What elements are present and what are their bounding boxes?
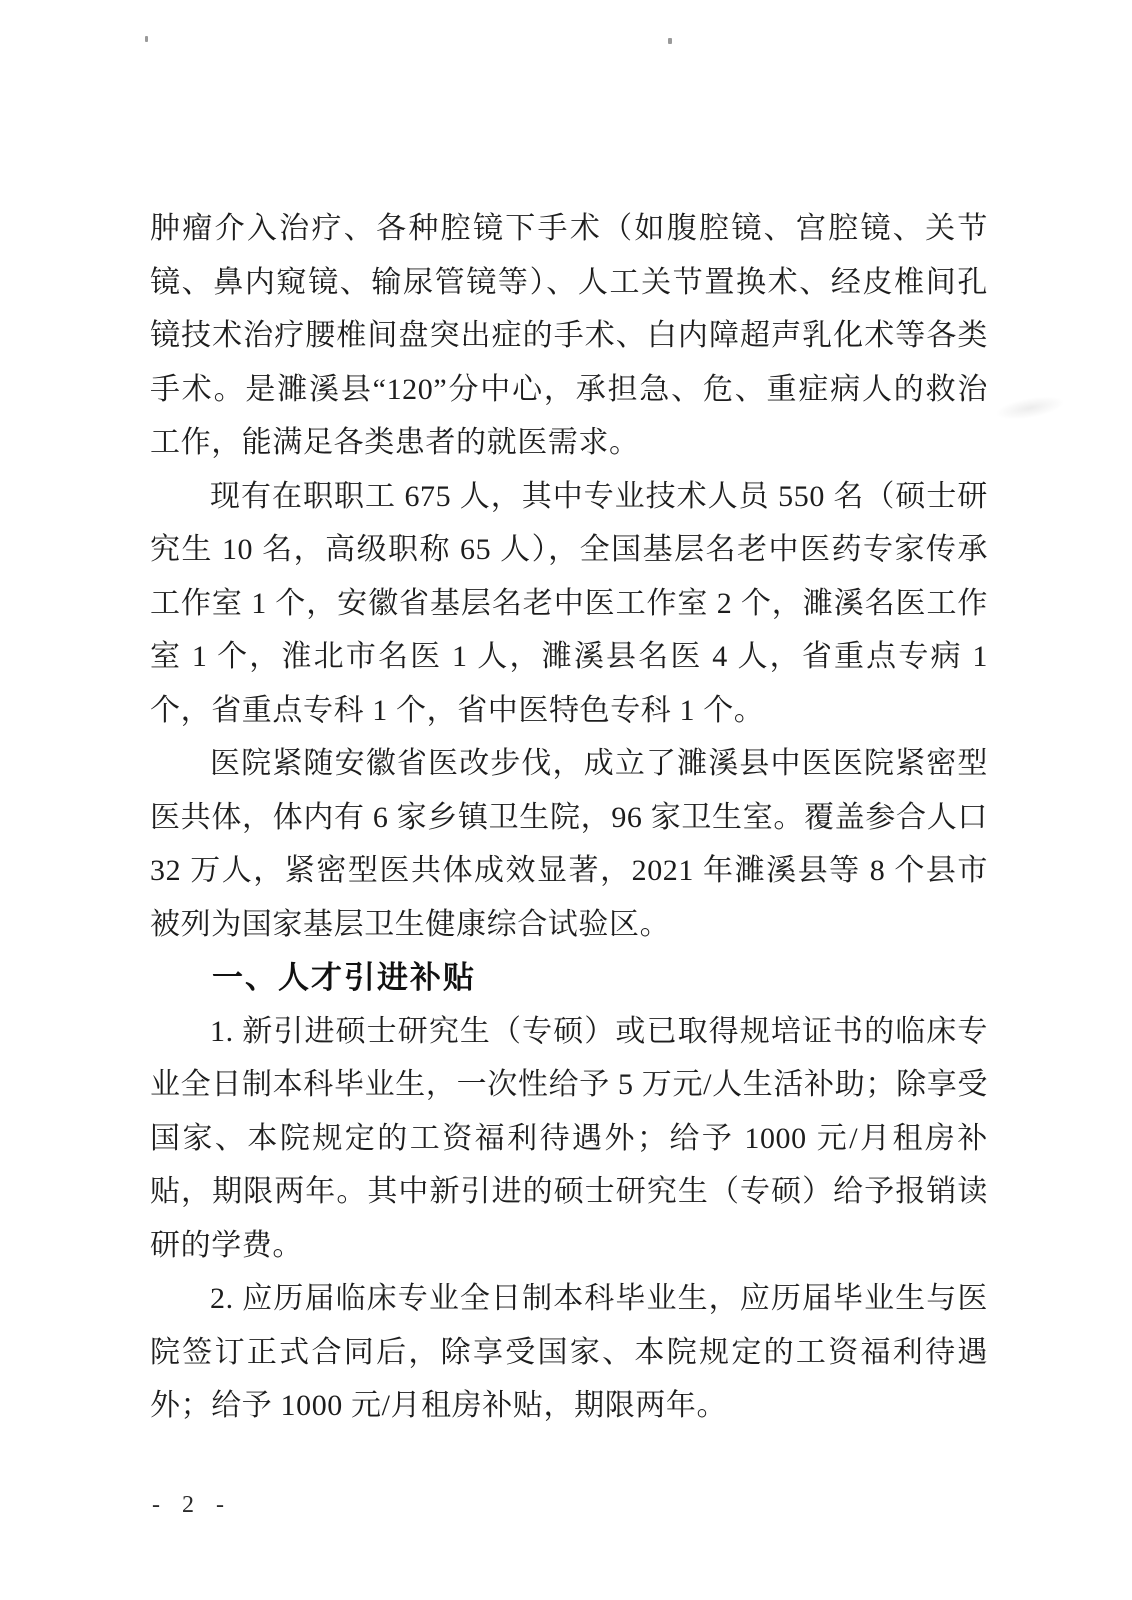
document-body: [150, 202, 988, 1433]
scan-smudge: [994, 392, 1066, 424]
paragraph-medical-consortium: 医院紧随安徽省医改步伐，成立了濉溪县中医医院紧密型医共体，体内有 6 家乡镇卫生院，96 家卫生室。覆盖参合人口 32 万人，紧密型医共体成效显著，2021 年濉溪县等 8 个县市被列为国家基层卫生健康综合试验区。: [150, 747, 988, 941]
paragraph-staff-statistics: 现有在职职工 675 人，其中专业技术人员 550 名（硕士研究生 10 名，高级职称 65 人），全国基层名老中医药专家传承工作室 1 个，安徽省基层名老中医工作室 2 个，濉溪名医工作室 1 个，淮北市名医 1 人，濉溪县名医 4 人，省重点专病 1 个，省重点专科 1 个，省中医特色专科 1 个。: [150, 479, 988, 727]
section-heading-talent-subsidy: 一、人才引进补贴: [212, 960, 476, 995]
paragraph-surgery-capabilities: 肿瘤介入治疗、各种腔镜下手术（如腹腔镜、宫腔镜、关节镜、鼻内窥镜、输尿管镜等）、人工关节置换术、经皮椎间孔镜技术治疗腰椎间盘突出症的手术、白内障超声乳化术等各类手术。是濉溪县“120”分中心，承担急、危、重症病人的救治工作，能满足各类患者的就医需求。: [150, 212, 988, 459]
scan-speck: [145, 36, 148, 42]
scan-speck: [668, 38, 672, 44]
page-number: - 2 -: [152, 1492, 232, 1518]
subsidy-item-2: 2. 应历届临床专业全日制本科毕业生，应历届毕业生与医院签订正式合同后，除享受国家、本院规定的工资福利待遇外；给予 1000 元/月租房补贴，期限两年。: [150, 1282, 988, 1422]
subsidy-item-1: 1. 新引进硕士研究生（专硕）或已取得规培证书的临床专业全日制本科毕业生，一次性给予 5 万元/人生活补助；除享受国家、本院规定的工资福利待遇外；给予 1000 元/月租房补贴，期限两年。其中新引进的硕士研究生（专硕）给予报销读研的学费。: [150, 1014, 988, 1262]
